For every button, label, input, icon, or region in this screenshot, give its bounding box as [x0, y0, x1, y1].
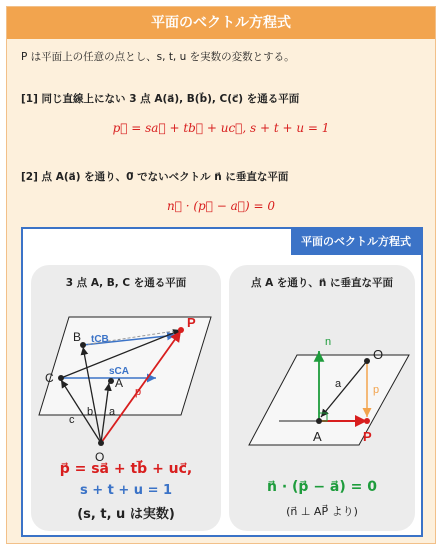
label-c: C: [45, 371, 54, 385]
plane-shape: [249, 355, 409, 445]
label-a-vec: a: [335, 378, 342, 390]
section2-heading: [2] 点 A(a⃗) を通り、0⃗ でないベクトル n⃗ に垂直な平面: [21, 171, 289, 183]
page-title: 平面のベクトル方程式: [7, 7, 435, 39]
right-panel-title: 点 A を通り、n⃗ に垂直な平面: [250, 277, 394, 289]
left-formula-line1: p⃗ = sa⃗ + tb⃗ + uc⃗,: [59, 461, 193, 477]
left-formula-line2: s + t + u = 1: [79, 483, 173, 498]
right-formula-line1: n⃗ · (p⃗ − a⃗) = 0: [267, 479, 377, 495]
label-a-vec: a: [109, 406, 116, 418]
label-sca: sCA: [109, 366, 130, 377]
point-o: [98, 440, 104, 446]
left-panel: [31, 265, 221, 531]
right-panel: [229, 265, 415, 531]
label-a: A: [313, 429, 322, 444]
label-p: P: [187, 315, 196, 330]
point-p: [364, 418, 370, 424]
label-p-vec: p: [373, 384, 380, 396]
figure-tag: 平面のベクトル方程式: [291, 229, 421, 255]
label-tcb: tCB: [91, 334, 109, 345]
label-o: O: [373, 347, 384, 362]
label-b-vec: b: [87, 406, 94, 418]
point-o: [364, 358, 370, 364]
label-b: B: [73, 330, 82, 344]
left-formula-line3: (s, t, u は実数): [77, 507, 175, 522]
content-card: [6, 6, 436, 544]
intro-text: P は平面上の任意の点とし、s, t, u を実数の変数とする。: [21, 51, 295, 63]
label-c-vec: c: [69, 414, 75, 426]
section1-heading: [1] 同じ直線上にない 3 点 A(a⃗), B(b⃗), C(c⃗) を通る平面: [21, 93, 300, 105]
label-n: n: [325, 336, 332, 348]
point-a: [316, 418, 322, 424]
label-o: O: [95, 450, 105, 464]
point-a: [108, 378, 114, 384]
right-formula-line2: (n⃗ ⊥ AP⃗ より): [286, 505, 358, 518]
label-p: P: [363, 429, 372, 444]
section1-formula: p⃗ = sa⃗ + tb⃗ + uc⃗, s + t + u = 1: [112, 121, 330, 135]
label-p-vec: p: [135, 386, 142, 398]
label-a: A: [115, 376, 124, 390]
section2-formula: n⃗ · (p⃗ − a⃗) = 0: [167, 199, 275, 213]
vector-figure: [21, 227, 423, 537]
left-panel-title: 3 点 A, B, C を通る平面: [65, 277, 187, 289]
point-p: [178, 327, 184, 333]
point-c: [58, 375, 64, 381]
